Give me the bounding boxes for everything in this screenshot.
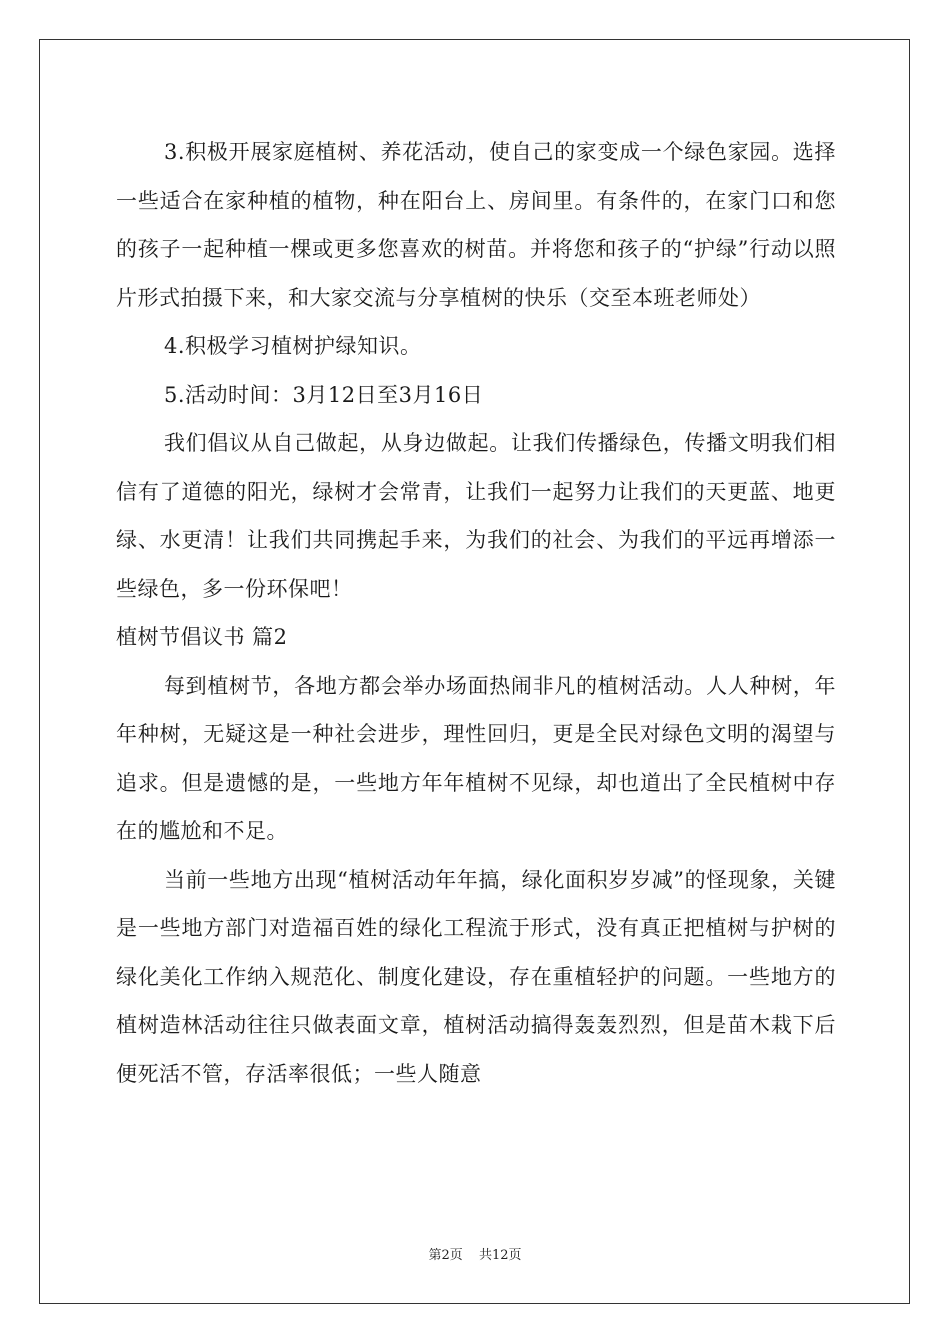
paragraph: 4.积极学习植树护绿知识。 <box>164 334 422 358</box>
paragraph: 我们倡议从自己做起，从身边做起。让我们传播绿色，传播文明我们相信有了道德的阳光，绿树才会常青，让我们一起努力让我们的天更蓝、地更绿、水更清！让我们共同携起手来，为我们的社会、为我们的平远再增添一些绿色，多一份环保吧！ <box>116 431 836 601</box>
paragraph: 当前一些地方出现“植树活动年年搞，绿化面积岁岁减”的怪现象，关键是一些地方部门对造福百姓的绿化工程流于形式，没有真正把植树与护树的绿化美化工作纳入规范化、制度化建设，存在重植轻护的问题。一些地方的植树造林活动往往只做表面文章，植树活动搞得轰轰烈烈，但是苗木栽下后便死活不管，存活率很低；一些人随意 <box>116 867 836 1086</box>
page-number: 第2页 <box>428 1248 463 1263</box>
page-total: 共12页 <box>478 1248 522 1263</box>
document-body <box>116 128 836 1098</box>
paragraph: 3.积极开展家庭植树、养花活动，使自己的家变成一个绿色家园。选择一些适合在家种植的植物，种在阳台上、房间里。有条件的，在家门口和您的孩子一起种植一棵或更多您喜欢的树苗。并将您和孩子的“护绿”行动以照片形式拍摄下来，和大家交流与分享植树的快乐（交至本班老师处） <box>116 140 836 310</box>
paragraph: 5.活动时间：3月12日至3月16日 <box>164 382 484 407</box>
page-footer <box>0 1244 950 1263</box>
section-heading: 植树节倡议书 篇2 <box>116 625 288 649</box>
paragraph: 每到植树节，各地方都会举办场面热闹非凡的植树活动。人人种树，年年种树，无疑这是一种社会进步，理性回归，更是全民对绿色文明的渴望与追求。但是遗憾的是，一些地方年年植树不见绿，却也道出了全民植树中存在的尴尬和不足。 <box>116 673 836 843</box>
